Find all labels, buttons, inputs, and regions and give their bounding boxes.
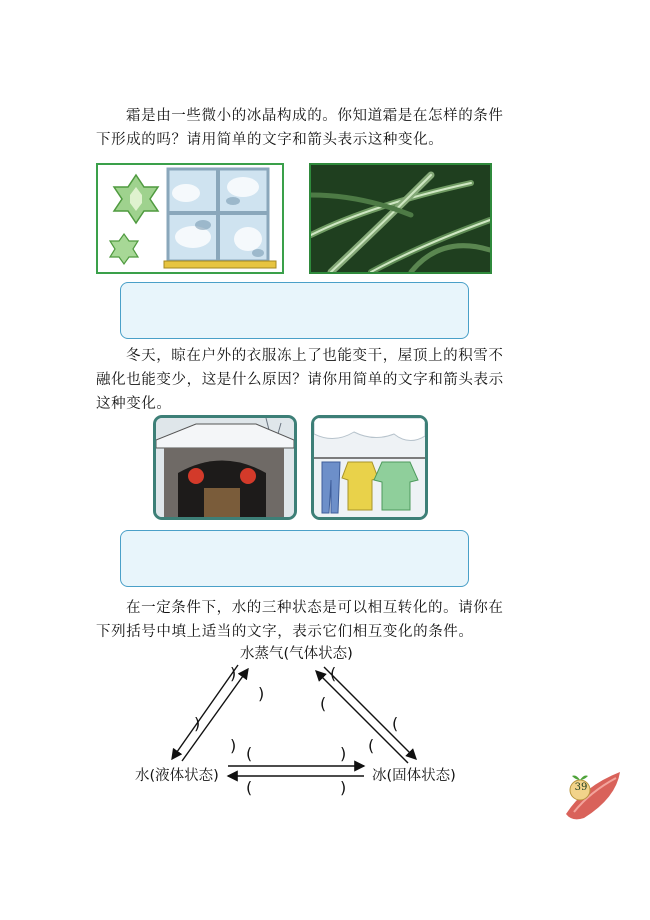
blank-bracket[interactable]: )	[230, 664, 237, 683]
vapor-label: 水蒸气(气体状态)	[240, 646, 353, 662]
blank-bracket[interactable]: )	[340, 744, 347, 763]
page-badge	[564, 768, 624, 820]
solid-label: 冰(固体状态)	[372, 768, 456, 784]
frost-answer-box[interactable]	[120, 282, 469, 339]
blank-bracket[interactable]: (	[368, 736, 375, 755]
liquid-label: 水(液体状态)	[135, 768, 219, 784]
blank-bracket[interactable]: (	[330, 664, 337, 683]
winter-answer-box[interactable]	[120, 530, 469, 587]
water-states-diagram	[120, 655, 480, 805]
frost-grass-photo	[309, 163, 492, 274]
blank-bracket[interactable]: (	[392, 714, 399, 733]
vapor-to-liquid-arrow	[172, 665, 238, 759]
winter-question: 冬天，晾在户外的衣服冻上了也能变干，屋顶上的积雪不融化也能变少，这是什么原因？请你用简单的文字和箭头表示这种变化。	[96, 348, 504, 412]
sprout-icon	[572, 776, 588, 781]
frozen-clothes-photo	[311, 415, 428, 520]
blank-bracket[interactable]: )	[230, 736, 237, 755]
blank-bracket[interactable]: )	[258, 684, 265, 703]
frost-window-photo	[96, 163, 284, 274]
blank-bracket[interactable]: (	[246, 778, 253, 797]
page-number: 39	[574, 782, 588, 793]
blank-bracket[interactable]: (	[320, 694, 327, 713]
liquid-to-vapor-arrow	[182, 669, 248, 761]
blank-bracket[interactable]: )	[194, 714, 201, 733]
blank-bracket[interactable]: (	[246, 744, 253, 763]
snowy-gate-photo	[153, 415, 297, 520]
blank-bracket[interactable]: )	[340, 778, 347, 797]
states-question: 在一定条件下，水的三种状态是可以相互转化的。请你在下列括号中填上适当的文字，表示它们相互变化的条件。	[96, 600, 504, 640]
frost-question: 霜是由一些微小的冰晶构成的。你知道霜是在怎样的条件下形成的吗？请用简单的文字和箭头表示这种变化。	[96, 108, 504, 148]
